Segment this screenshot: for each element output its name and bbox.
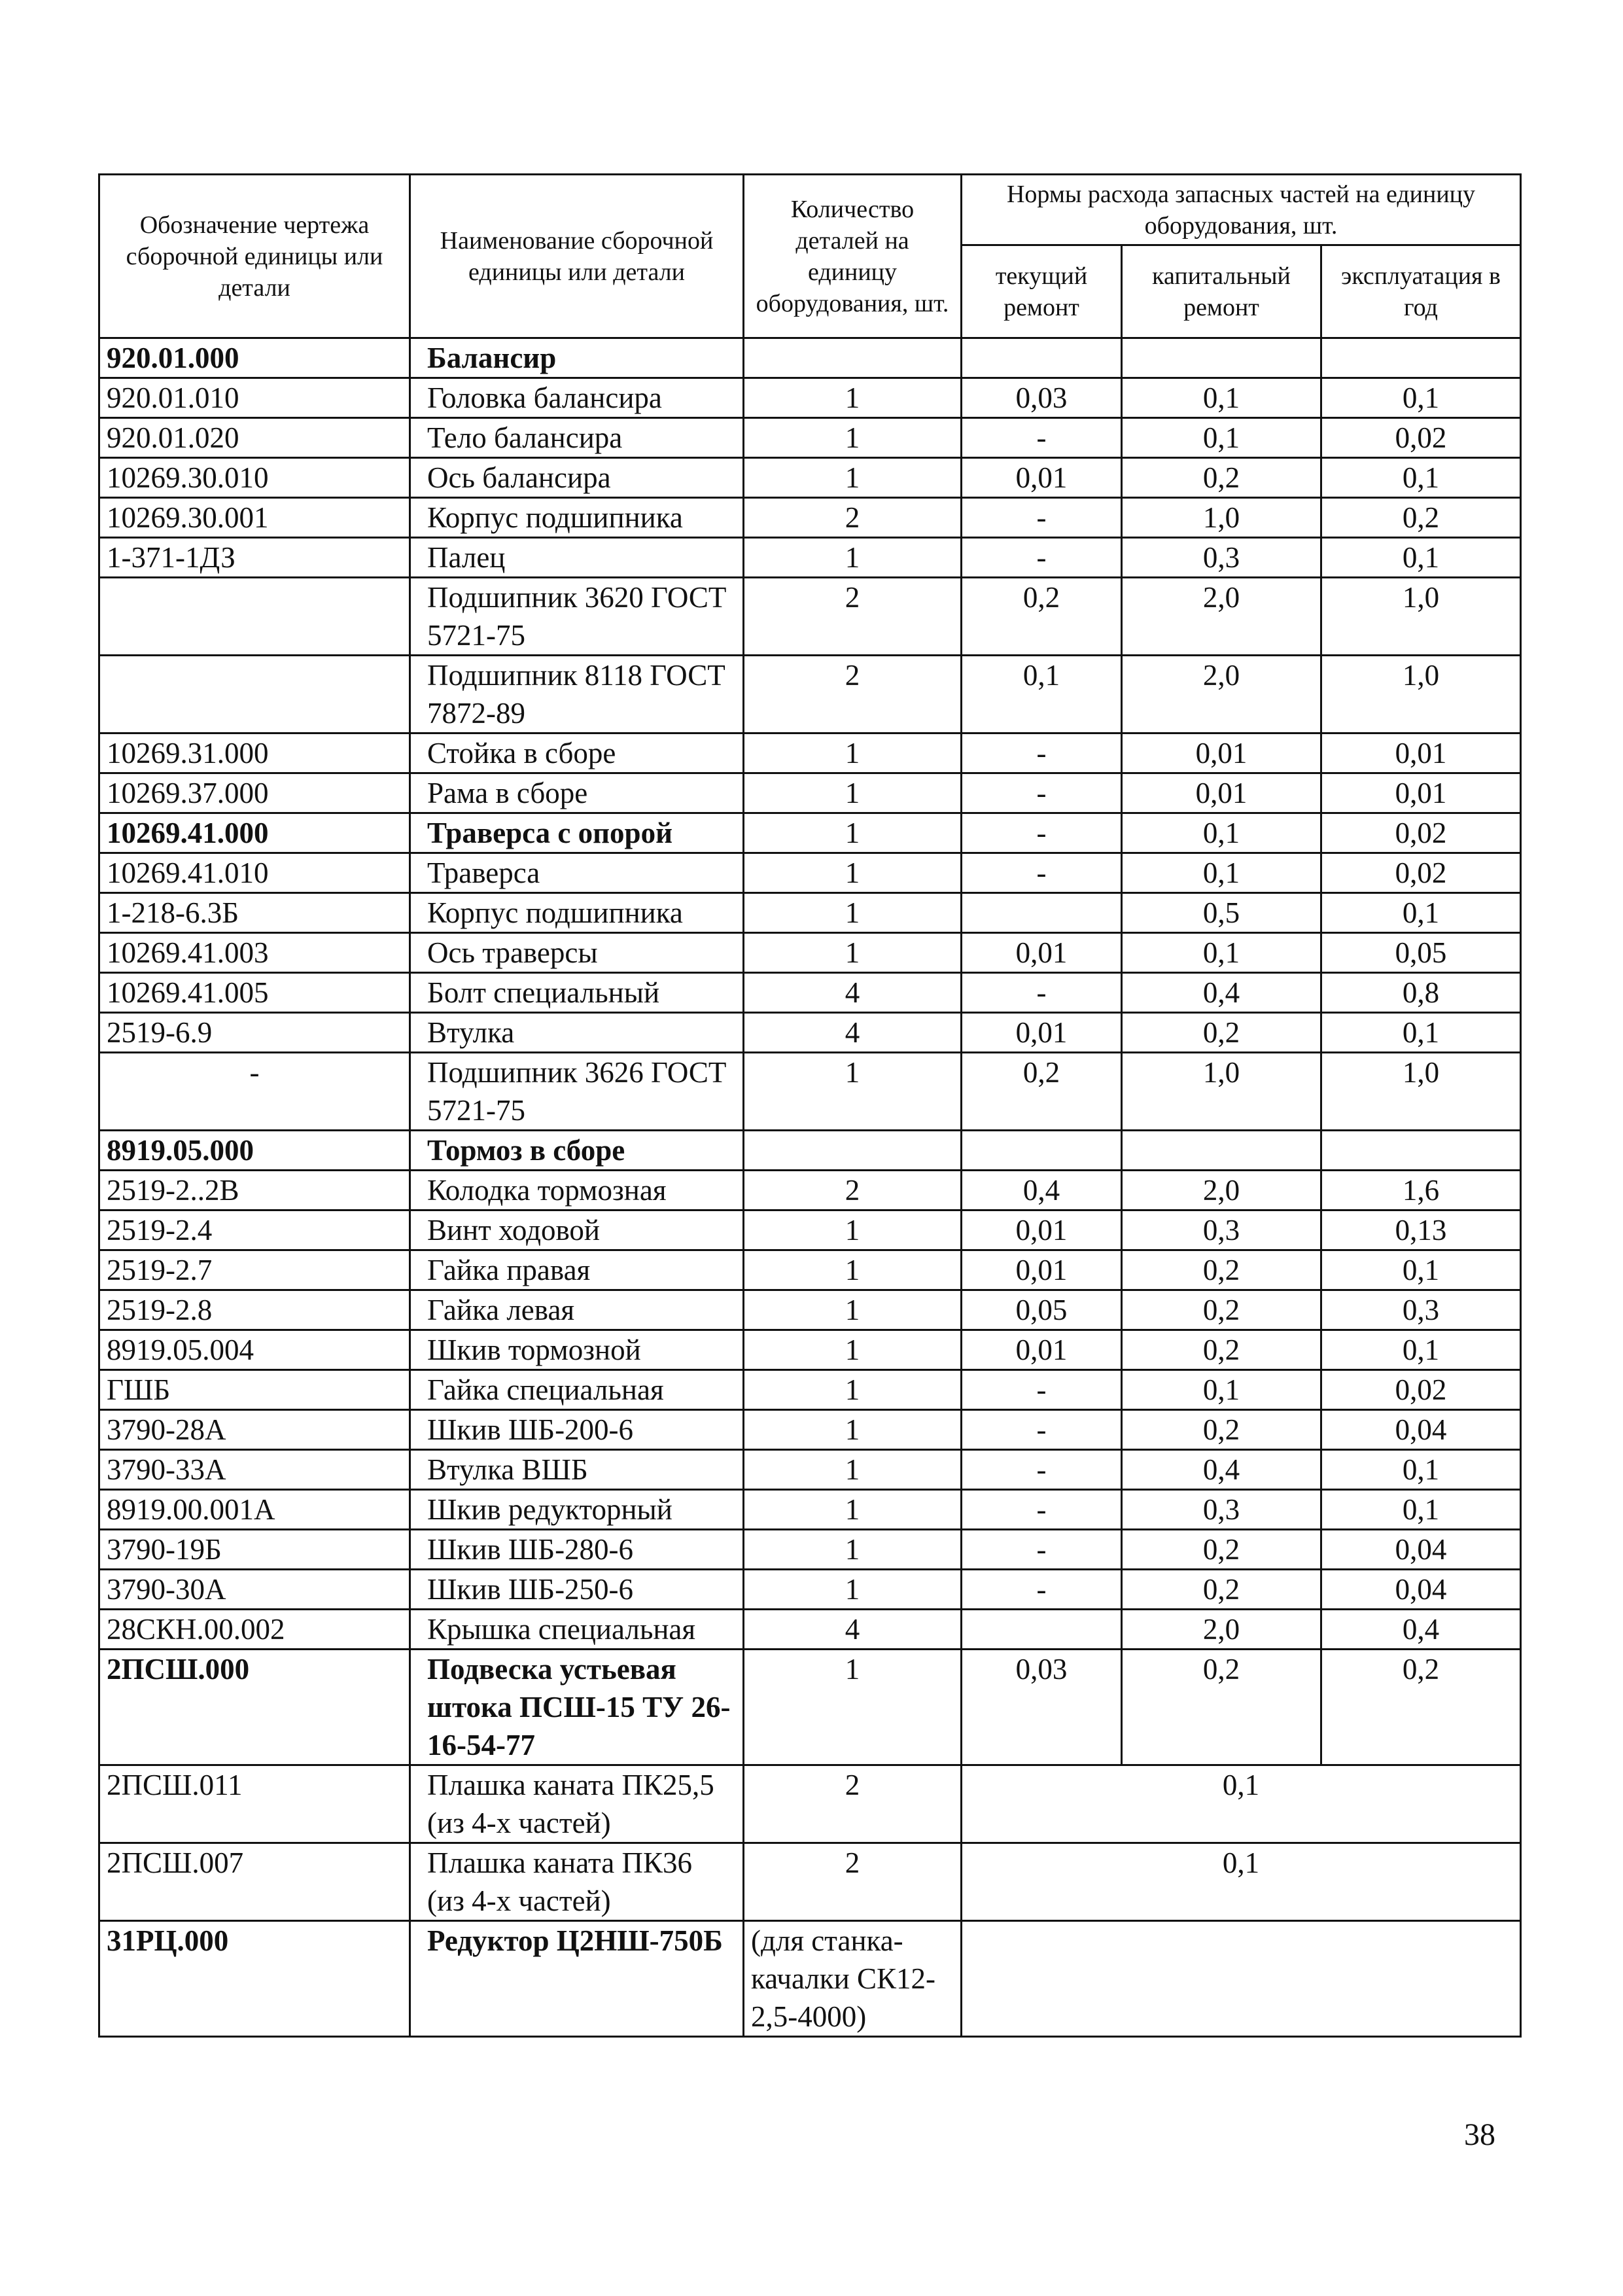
current-repair-cell: - (962, 733, 1122, 773)
part-name-cell: Шкив ШБ-250-6 (410, 1570, 744, 1610)
part-name-cell: Корпус подшипника (410, 498, 744, 538)
quantity-cell: 1 (744, 458, 962, 498)
drawing-code-cell: 10269.41.005 (99, 973, 410, 1013)
current-repair-cell: 0,05 (962, 1290, 1122, 1330)
current-repair-cell: - (962, 973, 1122, 1013)
quantity-cell: 2 (744, 656, 962, 733)
current-repair-cell: 0,01 (962, 933, 1122, 973)
table-row (99, 1921, 1521, 2037)
table-row (99, 773, 1521, 813)
part-name-cell: Головка балансира (410, 378, 744, 418)
part-name-cell: Тело балансира (410, 418, 744, 458)
drawing-code-cell: 2519-2.7 (99, 1250, 410, 1290)
current-repair-cell: - (962, 1410, 1122, 1450)
current-repair-cell: - (962, 853, 1122, 893)
quantity-cell: 2 (744, 1171, 962, 1210)
drawing-code-cell: 3790-30А (99, 1570, 410, 1610)
drawing-code-cell: 2519-2..2В (99, 1171, 410, 1210)
annual-operation-cell: 0,2 (1321, 1650, 1521, 1765)
current-repair-cell: - (962, 1530, 1122, 1570)
part-name-cell: Стойка в сборе (410, 733, 744, 773)
capital-repair-cell: 0,1 (1122, 813, 1321, 853)
annual-operation-cell: 0,1 (1321, 1330, 1521, 1370)
header-annual-operation: эксплуатация в год (1321, 245, 1521, 338)
capital-repair-cell (1122, 338, 1321, 378)
annual-operation-cell: 0,02 (1321, 813, 1521, 853)
drawing-code-cell: 920.01.020 (99, 418, 410, 458)
drawing-code-cell: 31РЦ.000 (99, 1921, 410, 2037)
header-part-name: Наименование сборочной единицы или детали (410, 175, 744, 338)
part-name-cell: Ось балансира (410, 458, 744, 498)
table-row (99, 1210, 1521, 1250)
quantity-cell: 1 (744, 813, 962, 853)
annual-operation-cell: 0,01 (1321, 773, 1521, 813)
empty-norm-cell (962, 1921, 1521, 2037)
current-repair-cell (962, 893, 1122, 933)
current-repair-cell: - (962, 1450, 1122, 1490)
table-row (99, 538, 1521, 578)
drawing-code-cell: 8919.00.001А (99, 1490, 410, 1530)
current-repair-cell: 0,03 (962, 1650, 1122, 1765)
capital-repair-cell: 0,01 (1122, 773, 1321, 813)
part-name-cell: Втулка (410, 1013, 744, 1053)
current-repair-cell: 0,01 (962, 458, 1122, 498)
table-row (99, 733, 1521, 773)
part-name-cell: Подшипник 3626 ГОСТ 5721-75 (410, 1053, 744, 1131)
annual-operation-cell: 0,1 (1321, 538, 1521, 578)
capital-repair-cell: 0,3 (1122, 538, 1321, 578)
current-repair-cell: 0,01 (962, 1013, 1122, 1053)
table-body (99, 338, 1521, 2037)
annual-operation-cell: 0,05 (1321, 933, 1521, 973)
capital-repair-cell: 0,2 (1122, 1570, 1321, 1610)
quantity-cell: 1 (744, 773, 962, 813)
part-name-cell: Корпус подшипника (410, 893, 744, 933)
capital-repair-cell: 0,2 (1122, 1330, 1321, 1370)
drawing-code-cell: 10269.41.000 (99, 813, 410, 853)
annual-operation-cell: 0,1 (1321, 1450, 1521, 1490)
capital-repair-cell: 0,4 (1122, 973, 1321, 1013)
header-drawing-code: Обозначение чертежа сборочной единицы или детали (99, 175, 410, 338)
table-row (99, 1053, 1521, 1131)
annual-operation-cell: 0,1 (1321, 893, 1521, 933)
quantity-cell: 1 (744, 1450, 962, 1490)
table-row (99, 1843, 1521, 1921)
capital-repair-cell: 0,01 (1122, 733, 1321, 773)
quantity-cell: 1 (744, 1370, 962, 1410)
drawing-code-cell: - (99, 1053, 410, 1131)
header-quantity: Количество деталей на единицу оборудования, шт. (744, 175, 962, 338)
table-row (99, 1450, 1521, 1490)
capital-repair-cell: 1,0 (1122, 1053, 1321, 1131)
part-name-cell: Траверса (410, 853, 744, 893)
annual-operation-cell: 0,3 (1321, 1290, 1521, 1330)
annual-operation-cell: 0,04 (1321, 1570, 1521, 1610)
quantity-cell: 1 (744, 1490, 962, 1530)
annual-operation-cell: 0,8 (1321, 973, 1521, 1013)
annual-operation-cell: 0,1 (1321, 1490, 1521, 1530)
table-row (99, 1490, 1521, 1530)
part-name-cell: Болт специальный (410, 973, 744, 1013)
drawing-code-cell: 28СКН.00.002 (99, 1610, 410, 1650)
drawing-code-cell: 2ПСШ.011 (99, 1765, 410, 1843)
capital-repair-cell: 0,5 (1122, 893, 1321, 933)
part-name-cell: Подвеска устьевая штока ПСШ-15 ТУ 26-16-54-77 (410, 1650, 744, 1765)
drawing-code-cell: 10269.37.000 (99, 773, 410, 813)
quantity-note-cell: (для станка-качалки СК12-2,5-4000) (744, 1921, 962, 2037)
header-capital-repair: капитальный ремонт (1122, 245, 1321, 338)
quantity-cell: 1 (744, 853, 962, 893)
capital-repair-cell: 2,0 (1122, 578, 1321, 656)
part-name-cell: Палец (410, 538, 744, 578)
quantity-cell: 1 (744, 1570, 962, 1610)
drawing-code-cell: 10269.30.001 (99, 498, 410, 538)
quantity-cell: 1 (744, 418, 962, 458)
table-row (99, 418, 1521, 458)
capital-repair-cell: 2,0 (1122, 1171, 1321, 1210)
annual-operation-cell: 0,04 (1321, 1410, 1521, 1450)
current-repair-cell: - (962, 773, 1122, 813)
capital-repair-cell: 2,0 (1122, 1610, 1321, 1650)
current-repair-cell: - (962, 1370, 1122, 1410)
table-row (99, 338, 1521, 378)
capital-repair-cell: 0,1 (1122, 853, 1321, 893)
annual-operation-cell: 1,0 (1321, 1053, 1521, 1131)
current-repair-cell: - (962, 1570, 1122, 1610)
quantity-cell: 2 (744, 498, 962, 538)
part-name-cell: Гайка правая (410, 1250, 744, 1290)
annual-operation-cell: 0,2 (1321, 498, 1521, 538)
drawing-code-cell: 10269.31.000 (99, 733, 410, 773)
quantity-cell: 1 (744, 1290, 962, 1330)
annual-operation-cell: 0,1 (1321, 378, 1521, 418)
part-name-cell: Подшипник 8118 ГОСТ 7872-89 (410, 656, 744, 733)
current-repair-cell: 0,2 (962, 1053, 1122, 1131)
annual-operation-cell: 0,1 (1321, 1013, 1521, 1053)
part-name-cell: Редуктор Ц2НШ-750Б (410, 1921, 744, 2037)
current-repair-cell: 0,4 (962, 1171, 1122, 1210)
annual-operation-cell: 0,13 (1321, 1210, 1521, 1250)
quantity-cell: 1 (744, 538, 962, 578)
header-norms: Нормы расхода запасных частей на единицу оборудования, шт. (962, 175, 1521, 245)
table-row (99, 1290, 1521, 1330)
part-name-cell: Шкив ШБ-200-6 (410, 1410, 744, 1450)
drawing-code-cell: 3790-33А (99, 1450, 410, 1490)
drawing-code-cell: 3790-19Б (99, 1530, 410, 1570)
drawing-code-cell: 10269.30.010 (99, 458, 410, 498)
table-row (99, 1650, 1521, 1765)
capital-repair-cell: 0,2 (1122, 1250, 1321, 1290)
annual-operation-cell: 0,4 (1321, 1610, 1521, 1650)
drawing-code-cell: ГШБ (99, 1370, 410, 1410)
annual-operation-cell: 1,0 (1321, 578, 1521, 656)
part-name-cell: Траверса с опорой (410, 813, 744, 853)
current-repair-cell: - (962, 498, 1122, 538)
page-number: 38 (1464, 2117, 1495, 2152)
quantity-cell: 1 (744, 1330, 962, 1370)
capital-repair-cell: 0,2 (1122, 1530, 1321, 1570)
table-header (99, 175, 1521, 338)
current-repair-cell: - (962, 538, 1122, 578)
capital-repair-cell: 0,2 (1122, 1650, 1321, 1765)
table-row (99, 813, 1521, 853)
capital-repair-cell: 0,3 (1122, 1490, 1321, 1530)
drawing-code-cell: 2519-2.8 (99, 1290, 410, 1330)
part-name-cell: Тормоз в сборе (410, 1131, 744, 1171)
part-name-cell: Шкив ШБ-280-6 (410, 1530, 744, 1570)
spare-parts-table (98, 173, 1522, 2038)
quantity-cell: 2 (744, 1765, 962, 1843)
table-row (99, 1610, 1521, 1650)
current-repair-cell: - (962, 813, 1122, 853)
table-row (99, 378, 1521, 418)
current-repair-cell (962, 1131, 1122, 1171)
current-repair-cell (962, 1610, 1122, 1650)
current-repair-cell: - (962, 1490, 1122, 1530)
current-repair-cell: 0,2 (962, 578, 1122, 656)
drawing-code-cell: 1-371-1ДЗ (99, 538, 410, 578)
drawing-code-cell: 2519-2.4 (99, 1210, 410, 1250)
quantity-cell: 1 (744, 378, 962, 418)
part-name-cell: Шкив тормозной (410, 1330, 744, 1370)
current-repair-cell: 0,01 (962, 1330, 1122, 1370)
quantity-cell (744, 1131, 962, 1171)
quantity-cell: 4 (744, 1013, 962, 1053)
part-name-cell: Винт ходовой (410, 1210, 744, 1250)
part-name-cell: Втулка ВШБ (410, 1450, 744, 1490)
header-current-repair: текущий ремонт (962, 245, 1122, 338)
capital-repair-cell: 0,1 (1122, 933, 1321, 973)
drawing-code-cell: 10269.41.010 (99, 853, 410, 893)
quantity-cell: 1 (744, 933, 962, 973)
part-name-cell: Гайка левая (410, 1290, 744, 1330)
quantity-cell: 1 (744, 1530, 962, 1570)
merged-norm-cell: 0,1 (962, 1843, 1521, 1921)
drawing-code-cell: 3790-28А (99, 1410, 410, 1450)
capital-repair-cell: 0,4 (1122, 1450, 1321, 1490)
table-row (99, 498, 1521, 538)
capital-repair-cell: 0,1 (1122, 418, 1321, 458)
part-name-cell: Крышка специальная (410, 1610, 744, 1650)
current-repair-cell (962, 338, 1122, 378)
drawing-code-cell: 2ПСШ.007 (99, 1843, 410, 1921)
capital-repair-cell: 0,3 (1122, 1210, 1321, 1250)
capital-repair-cell: 0,2 (1122, 1290, 1321, 1330)
quantity-cell: 4 (744, 1610, 962, 1650)
drawing-code-cell: 8919.05.004 (99, 1330, 410, 1370)
table-row (99, 1530, 1521, 1570)
part-name-cell: Колодка тормозная (410, 1171, 744, 1210)
drawing-code-cell (99, 578, 410, 656)
quantity-cell: 1 (744, 1410, 962, 1450)
capital-repair-cell: 1,0 (1122, 498, 1321, 538)
annual-operation-cell (1321, 1131, 1521, 1171)
current-repair-cell: 0,03 (962, 378, 1122, 418)
annual-operation-cell: 0,02 (1321, 1370, 1521, 1410)
table-row (99, 1410, 1521, 1450)
table-row (99, 1250, 1521, 1290)
drawing-code-cell (99, 656, 410, 733)
part-name-cell: Шкив редукторный (410, 1490, 744, 1530)
drawing-code-cell: 8919.05.000 (99, 1131, 410, 1171)
annual-operation-cell: 0,01 (1321, 733, 1521, 773)
annual-operation-cell: 0,1 (1321, 458, 1521, 498)
table-row (99, 458, 1521, 498)
annual-operation-cell: 0,02 (1321, 853, 1521, 893)
quantity-cell: 1 (744, 893, 962, 933)
part-name-cell: Плашка каната ПК25,5 (из 4-х частей) (410, 1765, 744, 1843)
quantity-cell: 2 (744, 578, 962, 656)
capital-repair-cell: 0,2 (1122, 458, 1321, 498)
quantity-cell: 1 (744, 1053, 962, 1131)
table-row (99, 1570, 1521, 1610)
table-row (99, 853, 1521, 893)
quantity-cell: 1 (744, 1250, 962, 1290)
annual-operation-cell: 0,1 (1321, 1250, 1521, 1290)
table-row (99, 656, 1521, 733)
table-row (99, 1330, 1521, 1370)
quantity-cell: 1 (744, 1650, 962, 1765)
drawing-code-cell: 2519-6.9 (99, 1013, 410, 1053)
capital-repair-cell: 0,2 (1122, 1013, 1321, 1053)
table-row (99, 1131, 1521, 1171)
drawing-code-cell: 2ПСШ.000 (99, 1650, 410, 1765)
quantity-cell: 1 (744, 1210, 962, 1250)
table-row (99, 933, 1521, 973)
current-repair-cell: 0,01 (962, 1210, 1122, 1250)
capital-repair-cell: 0,2 (1122, 1410, 1321, 1450)
part-name-cell: Гайка специальная (410, 1370, 744, 1410)
quantity-cell: 4 (744, 973, 962, 1013)
drawing-code-cell: 1-218-6.3Б (99, 893, 410, 933)
merged-norm-cell: 0,1 (962, 1765, 1521, 1843)
annual-operation-cell: 0,04 (1321, 1530, 1521, 1570)
capital-repair-cell: 2,0 (1122, 656, 1321, 733)
table-row (99, 578, 1521, 656)
drawing-code-cell: 10269.41.003 (99, 933, 410, 973)
current-repair-cell: - (962, 418, 1122, 458)
part-name-cell: Плашка каната ПК36 (из 4-х частей) (410, 1843, 744, 1921)
table-row (99, 1171, 1521, 1210)
drawing-code-cell: 920.01.000 (99, 338, 410, 378)
table-row (99, 893, 1521, 933)
annual-operation-cell: 1,0 (1321, 656, 1521, 733)
current-repair-cell: 0,01 (962, 1250, 1122, 1290)
annual-operation-cell (1321, 338, 1521, 378)
drawing-code-cell: 920.01.010 (99, 378, 410, 418)
quantity-cell (744, 338, 962, 378)
part-name-cell: Балансир (410, 338, 744, 378)
annual-operation-cell: 1,6 (1321, 1171, 1521, 1210)
capital-repair-cell (1122, 1131, 1321, 1171)
part-name-cell: Рама в сборе (410, 773, 744, 813)
annual-operation-cell: 0,02 (1321, 418, 1521, 458)
capital-repair-cell: 0,1 (1122, 1370, 1321, 1410)
table-row (99, 1765, 1521, 1843)
part-name-cell: Ось траверсы (410, 933, 744, 973)
part-name-cell: Подшипник 3620 ГОСТ 5721-75 (410, 578, 744, 656)
capital-repair-cell: 0,1 (1122, 378, 1321, 418)
quantity-cell: 2 (744, 1843, 962, 1921)
current-repair-cell: 0,1 (962, 656, 1122, 733)
table-row (99, 973, 1521, 1013)
quantity-cell: 1 (744, 733, 962, 773)
table-row (99, 1370, 1521, 1410)
table-row (99, 1013, 1521, 1053)
